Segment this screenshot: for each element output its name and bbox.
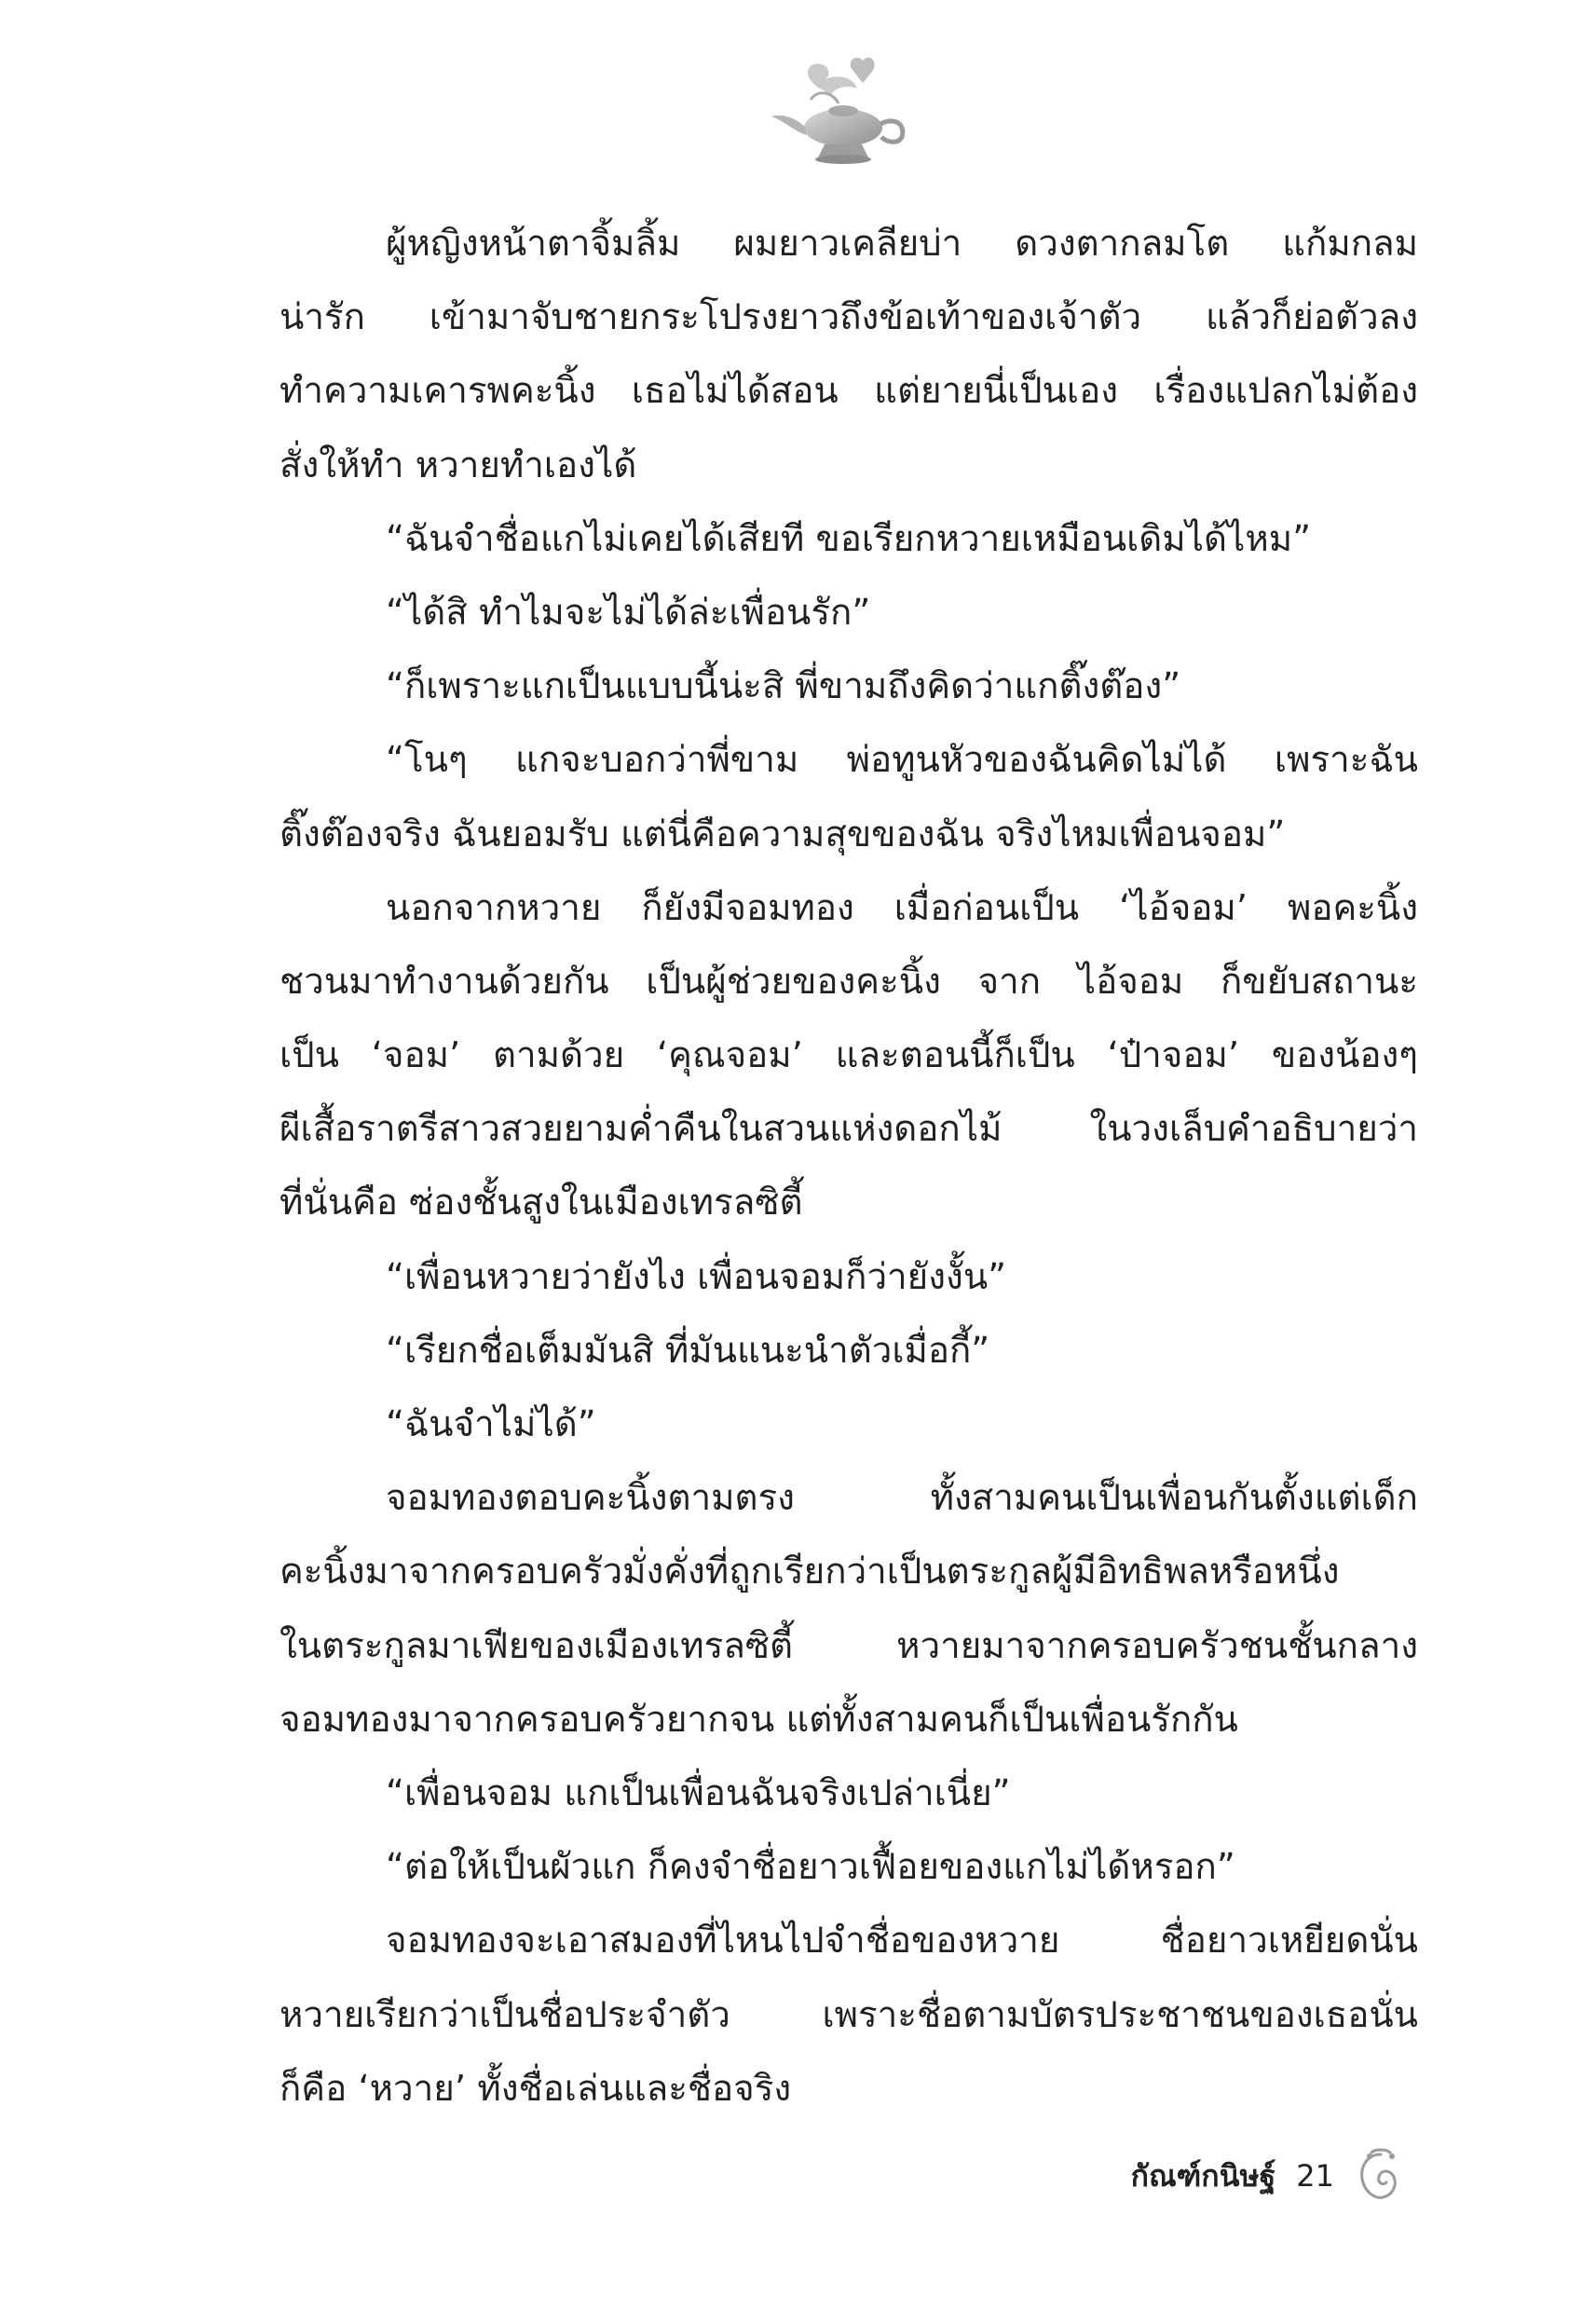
- page-footer: [1071, 2148, 1407, 2204]
- text-line: จอมทองมาจากครอบครัวยากจน แต่ทั้งสามคนก็เป็นเพื่อนรักกัน: [280, 1698, 1238, 1741]
- text-line: ในตระกูลมาเฟียของเมืองเทรลซิตี้ หวายมาจากครอบครัวชนชั้นกลาง: [280, 1624, 1418, 1667]
- text-line: “เพื่อนหวายว่ายังไง เพื่อนจอมก็ว่ายังงั้น”: [386, 1255, 1007, 1298]
- text-line: “ได้สิ ทำไมจะไม่ได้ล่ะเพื่อนรัก”: [386, 591, 871, 634]
- text-line: “เพื่อนจอม แกเป็นเพื่อนฉันจริงเปล่าเนี่ย”: [386, 1771, 1011, 1814]
- text-line: เป็น ‘จอม’ ตามด้วย ‘คุณจอม’ และตอนนี้ก็เป็น ‘ป๋าจอม’ ของน้องๆ: [280, 1034, 1418, 1077]
- text-line: “โนๆ แกจะบอกว่าพี่ขาม พ่อทูนหัวของฉันคิดไม่ได้ เพราะฉัน: [386, 739, 1418, 782]
- text-line: สั่งให้ทำ หวายทำเองได้: [280, 444, 637, 486]
- text-line: หวายเรียกว่าเป็นชื่อประจำตัว เพราะชื่อตามบัตรประชาชนของเธอนั่น: [280, 1993, 1418, 2036]
- text-line: ผีเสื้อราตรีสาวสวยยามค่ำคืนในสวนแห่งดอกไม้ ในวงเล็บคำอธิบายว่า: [280, 1108, 1418, 1151]
- text-line: “เรียกชื่อเต็มมันสิ ที่มันแนะนำตัวเมื่อกี้”: [386, 1329, 990, 1372]
- text-line: ติ๊งต๊องจริง ฉันยอมรับ แต่นี่คือความสุขของฉัน จริงไหมเพื่อนจอม”: [280, 813, 1286, 855]
- body-text: [280, 207, 1418, 2126]
- text-line: “ฉันจำไม่ได้”: [386, 1403, 596, 1445]
- text-line: ก็คือ ‘หวาย’ ทั้งชื่อเล่นและชื่อจริง: [280, 2067, 792, 2110]
- text-line: “ก็เพราะแกเป็นแบบนี้น่ะสิ พี่ขามถึงคิดว่าแกติ๊งต๊อง”: [386, 665, 1181, 708]
- text-line: จอมทองตอบคะนิ้งตามตรง ทั้งสามคนเป็นเพื่อนกันตั้งแต่เด็ก: [386, 1477, 1418, 1520]
- text-line: จอมทองจะเอาสมองที่ไหนไปจำชื่อของหวาย ชื่อยาวเหยียดนั่น: [386, 1920, 1418, 1962]
- text-line: นอกจากหวาย ก็ยังมีจอมทอง เมื่อก่อนเป็น ‘ไอ้จอม’ พอคะนิ้ง: [386, 886, 1418, 929]
- text-line: ที่นั่นคือ ซ่องชั้นสูงในเมืองเทรลซิตี้: [280, 1182, 803, 1224]
- text-line: ผู้หญิงหน้าตาจิ้มลิ้ม ผมยาวเคลียบ่า ดวงตากลมโต แก้มกลม: [386, 223, 1418, 265]
- text-line: “ต่อให้เป็นผัวแก ก็คงจำชื่อยาวเฟื้อยของแกไม่ได้หรอก”: [386, 1846, 1235, 1889]
- author-name: กัณฑ์กนิษฐ์: [1130, 2157, 1276, 2194]
- page-number: 21: [1296, 2158, 1334, 2194]
- ornament-icon: [1355, 2147, 1407, 2205]
- text-line: คะนิ้งมาจากครอบครัวมั่งคั่งที่ถูกเรียกว่าเป็นตระกูลผู้มีอิทธิพลหรือหนึ่ง: [280, 1551, 1340, 1593]
- text-line: ชวนมาทำงานด้วยกัน เป็นผู้ช่วยของคะนิ้ง จาก ไอ้จอม ก็ขยับสถานะ: [280, 960, 1418, 1003]
- text-line: ทำความเคารพคะนิ้ง เธอไม่ได้สอน แต่ยายนี่เป็นเอง เรื่องแปลกไม่ต้อง: [280, 370, 1418, 413]
- text-line: “ฉันจำชื่อแกไม่เคยได้เสียที ขอเรียกหวายเหมือนเดิมได้ไหม”: [386, 517, 1312, 560]
- text-line: น่ารัก เข้ามาจับชายกระโปรงยาวถึงข้อเท้าของเจ้าตัว แล้วก็ย่อตัวลง: [280, 296, 1418, 339]
- genie-lamp-icon: [764, 51, 922, 172]
